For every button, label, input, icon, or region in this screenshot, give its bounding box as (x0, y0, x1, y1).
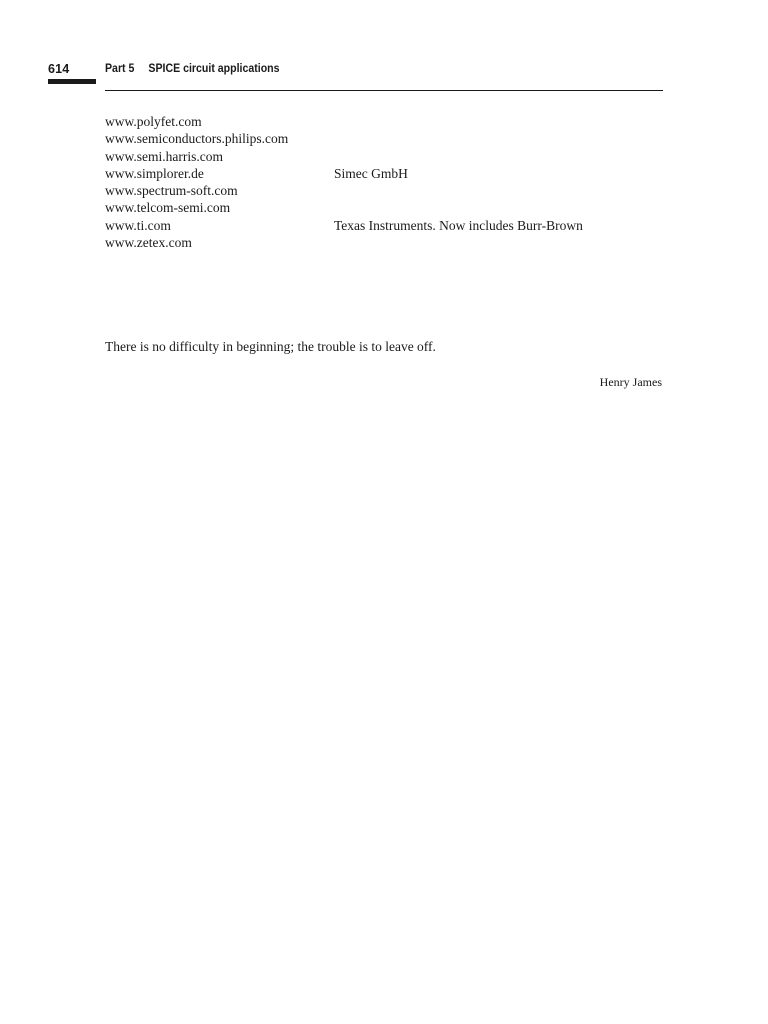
link-row (105, 182, 665, 199)
link-row (105, 199, 665, 216)
link-url[interactable]: www.ti.com (105, 217, 171, 233)
link-description: Simec GmbH (334, 165, 408, 181)
header-rule (105, 90, 663, 91)
link-row (105, 130, 665, 147)
part-label: Part 5 (105, 63, 135, 75)
section-title: SPICE circuit applications (148, 63, 280, 75)
link-url[interactable]: www.polyfet.com (105, 114, 202, 129)
link-description: Texas Instruments. Now includes Burr-Brown (334, 217, 583, 233)
link-row (105, 113, 665, 130)
link-row (105, 217, 665, 234)
epigraph-author: Henry James (599, 375, 662, 389)
link-url[interactable]: www.simplorer.de (105, 165, 204, 181)
link-table (105, 113, 665, 251)
link-url[interactable]: www.semiconductors.philips.com (105, 131, 289, 147)
epigraph-quote: There is no difficulty in beginning; the trouble is to leave off. (105, 339, 436, 354)
page-number: 614 (48, 62, 70, 76)
page-number-bar (48, 79, 96, 84)
link-url[interactable]: www.semi.harris.com (105, 148, 223, 164)
running-header (105, 63, 280, 75)
link-url[interactable]: www.spectrum-soft.com (105, 183, 238, 199)
link-url[interactable]: www.telcom-semi.com (105, 200, 231, 216)
link-row (105, 234, 665, 251)
link-row (105, 165, 665, 182)
link-url[interactable]: www.zetex.com (105, 235, 192, 251)
link-row (105, 148, 665, 165)
